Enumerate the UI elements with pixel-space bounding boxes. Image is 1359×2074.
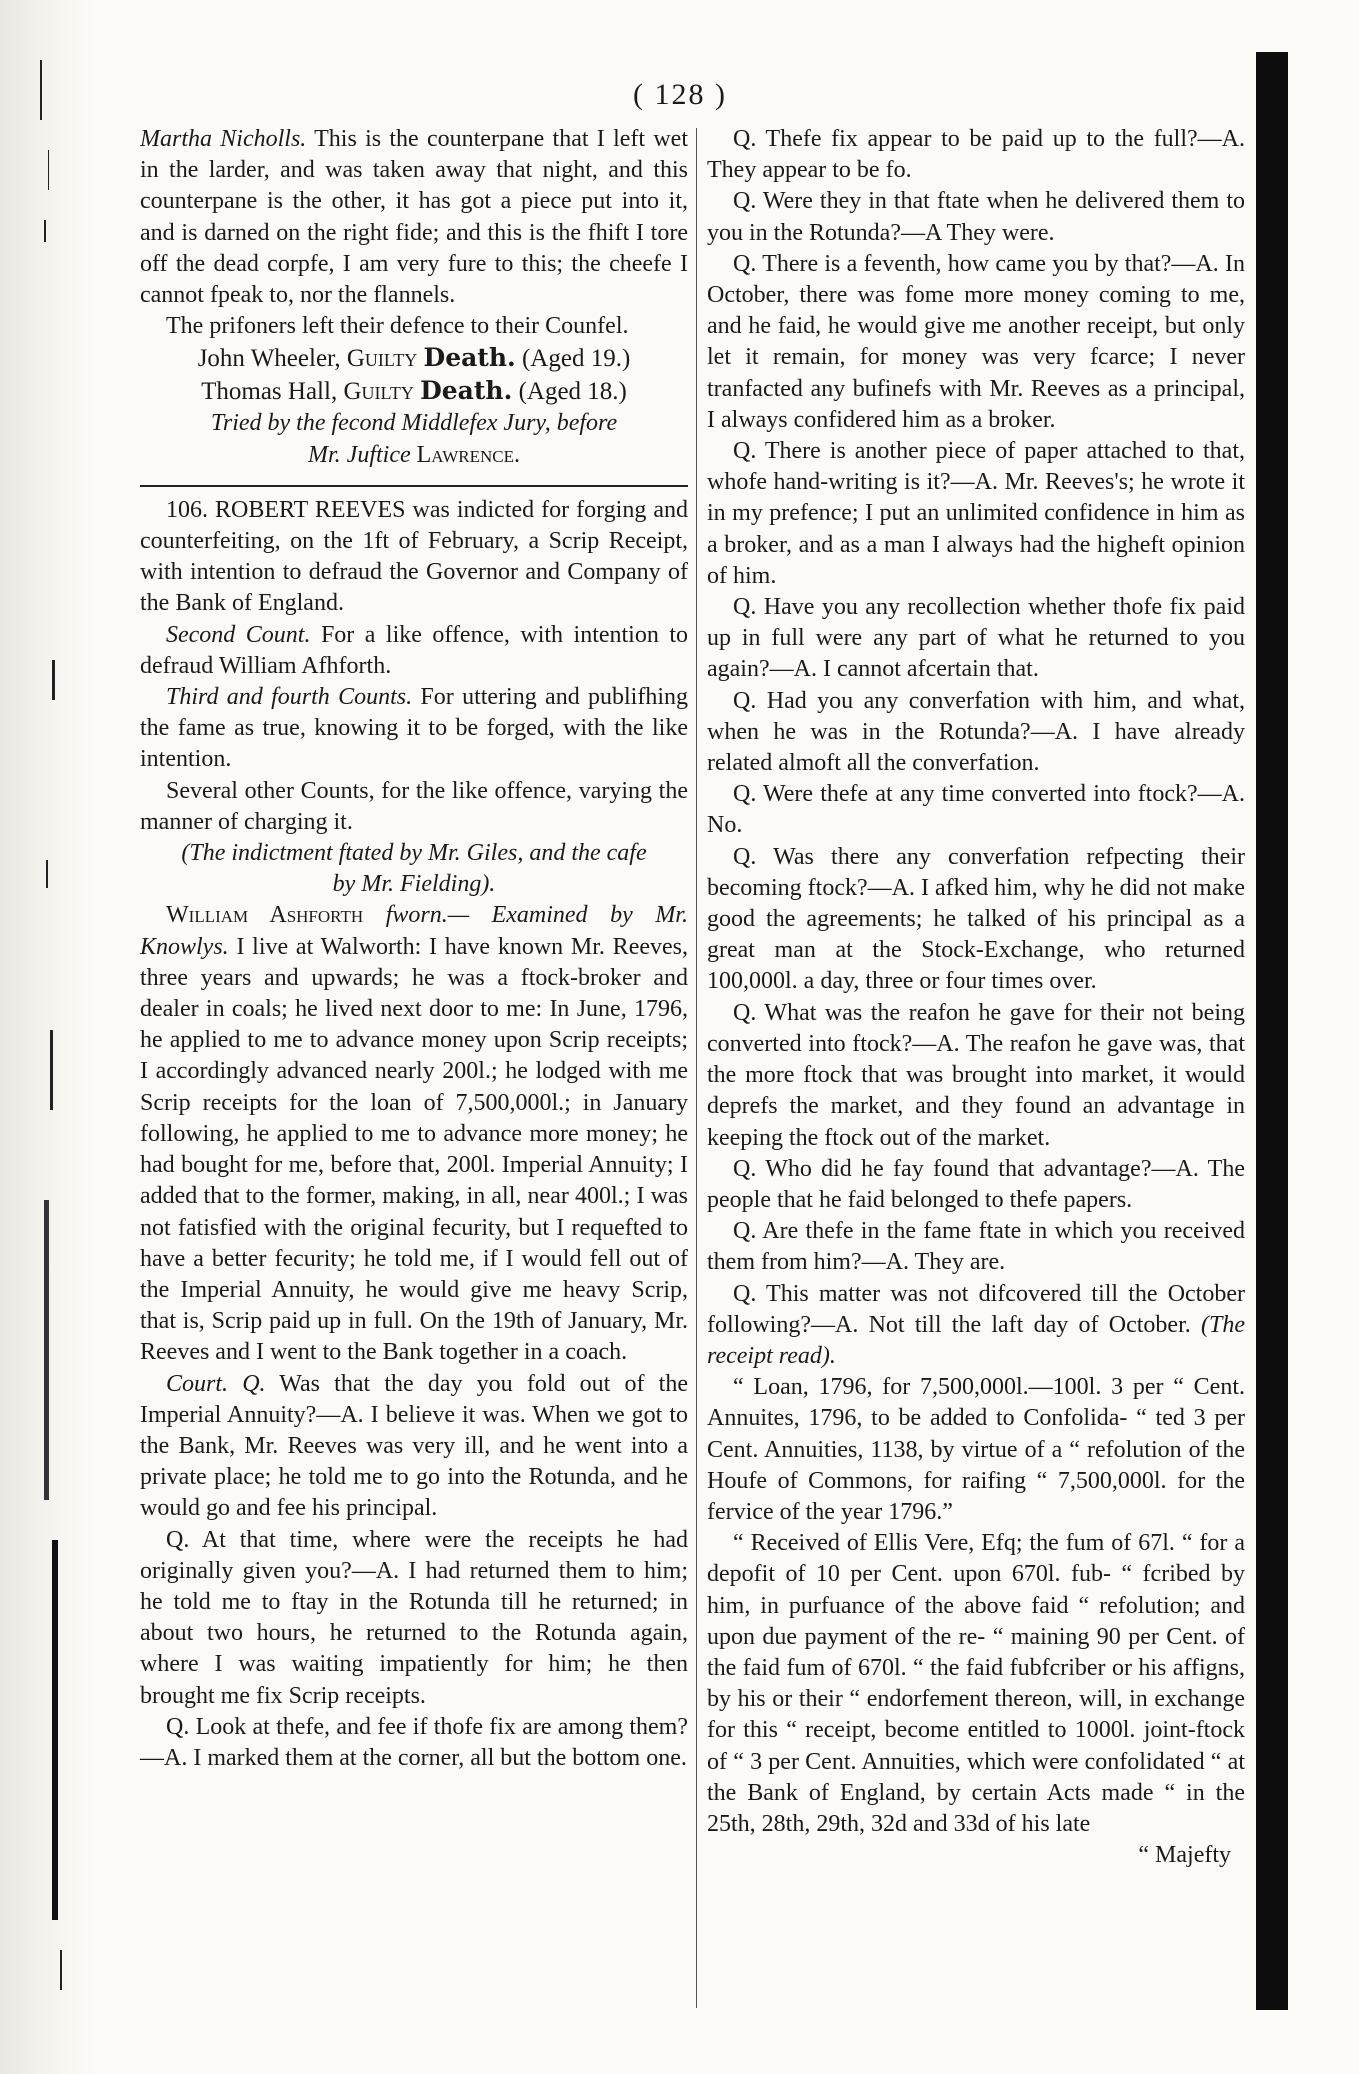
left-column	[140, 124, 688, 1774]
catchword: “ Majefty	[1138, 1842, 1231, 1869]
scan-edge-bar	[1256, 52, 1288, 2010]
question-look: Q. Look at thefe, and fee if thofe fix are among them?—A. I marked them at the corner, all but the bottom one.	[140, 1713, 688, 1771]
verdict-hall: Thomas Hall, Guilty Death. (Aged 18.)	[201, 376, 627, 406]
column-divider	[696, 128, 697, 2008]
verdict-wheeler: John Wheeler, Guilty Death. (Aged 19.)	[197, 343, 631, 373]
testimony-nicholls: Martha Nicholls. This is the counterpane that I left wet in the larder, and was taken away that night, and this counterpane is the other, it has got a piece put into it, and is darned on the right fide; and this is the fhift I tore off the dead corpfe, I am very fure to this; the cheefe I cannot fpeak to, nor the flannels.	[140, 126, 688, 309]
qa-1: Q. Thefe fix appear to be paid up to the full?—A. They appear to be fo.	[707, 126, 1245, 184]
prisoners-defence: The prifoners left their defence to their Counfel.	[166, 313, 629, 340]
jury-note: Tried by the fecond Middlefex Jury, before	[210, 410, 618, 437]
third-fourth-counts: Third and fourth Counts. For uttering and publifhing the fame as true, knowing it to be forged, with the like intention.	[140, 684, 689, 773]
indictment-note-1: (The indictment ftated by Mr. Giles, and the cafe	[181, 840, 647, 867]
qa-7: Q. Were thefe at any time converted into ftock?—A. No.	[707, 781, 1245, 839]
testimony-ashforth: William Ashforth fworn.— Examined by Mr. Knowlys. I live at Walworth: I have known Mr. Reeves, three years and upwards; he was a ftock-broker and dealer in coals; he lived next door to me: In June, 1796, he applied to me to advance money upon Scrip receipts; I accordingly advanced nearly 200l.; he lodged with me Scrip receipts for the loan of 7,500,000l.; in January following, he applied to me to advance more money; he had bought for me, before that, 200l. Imperial Annuity; I added that to the former, making, in all, near 400l.; I was not fatisfied with the original fecurity, but I requefted to have a better fecurity; he told me, if I would fell out of the Imperial Annuity, he would give me heavy Scrip, that is, Scrip paid up in full. On the 19th of January, Mr. Reeves and I went to the Bank together in a coach.	[140, 902, 688, 1366]
case-106-heading: 106. ROBERT REEVES was indicted for forging and counterfeiting, on the 1ft of February, a Scrip Receipt, with intention to defraud the Governor and Company of the Bank of England.	[140, 496, 689, 617]
qa-2: Q. Were they in that ftate when he delivered them to you in the Rotunda?—A They were.	[707, 188, 1245, 246]
other-counts: Several other Counts, for the like offence, varying the manner of charging it.	[140, 777, 688, 835]
qa-3: Q. There is a feventh, how came you by that?—A. In October, there was fome more money coming to me, and he faid, he would give me another receipt, but only let it remain, for money was very fcarce; I never tranfacted any bufinefs with Mr. Reeves as a principal, I always confidered him as a broker.	[707, 250, 1245, 433]
receipt-body: “ Received of Ellis Vere, Efq; the fum of 67l. “ for a depofit of 10 per Cent. upon 670l. fub- “ fcribed by him, in purfuance of the above faid “ refolution; and upon due payment of the re- “ maining 90 per Cent. of the faid fum of 670l. “ the faid fubfcriber or his affigns, by his or their “ endorfement thereon, will, in exchange for this “ receipt, become entitled to 1000l. joint-ftock of “ 3 per Cent. Annuities, which were confolidated “ at the Bank of England, by certain Acts made “ in the 25th, 28th, 29th, 32d and 33d of his late	[707, 1530, 1245, 1837]
qa-11: Q. Are thefe in the fame ftate in which you received them from him?—A. They are.	[707, 1218, 1245, 1276]
qa-6: Q. Had you any converfation with him, and what, when he was in the Rotunda?—A. I have already related almoft all the converfation.	[707, 687, 1245, 777]
qa-8: Q. Was there any converfation refpecting their becoming ftock?—A. I afked him, why he did not make good the agreements; he talked of his principal as a great man at the Stock-Exchange, who returned 100,000l. a day, three or four times over.	[707, 843, 1245, 995]
qa-9: Q. What was the reafon he gave for their not being converted into ftock?—A. The reafon he gave was, that the more ftock that was brought into market, it would deprefs the market, and they found an advantage in keeping the ftock out of the market.	[707, 999, 1245, 1151]
second-count: Second Count. For a like offence, with intention to defraud William Afhforth.	[140, 621, 688, 679]
qa-12: Q. This matter was not difcovered till the October following?—A. Not till the laft day of October. (The receipt read).	[707, 1280, 1245, 1369]
section-rule	[140, 485, 688, 487]
court-question: Court. Q. Was that the day you fold out of the Imperial Annuity?—A. I believe it was. When we got to the Bank, Mr. Reeves was very ill, and he went into a private place; he told me to go into the Rotunda, and he would go and fee his principal.	[140, 1370, 688, 1522]
right-column	[707, 124, 1245, 1871]
qa-5: Q. Have you any recollection whether thofe fix paid up in full were any part of what he returned to you again?—A. I cannot afcertain that.	[707, 594, 1245, 683]
question-receipts: Q. At that time, where were the receipts he had originally given you?—A. I had returned them to him; he told me to ftay in the Rotunda till he returned; in about two hours, he returned to the Rotunda again, where I was waiting impatiently for him; he then brought me fix Scrip receipts.	[140, 1526, 688, 1709]
indictment-note-2: by Mr. Fielding).	[332, 871, 496, 898]
qa-4: Q. There is another piece of paper attached to that, whofe hand-writing is it?—A. Mr. Reeves's; he wrote it in my prefence; I put an unlimited confidence in him as a broker, and as a man I always had the higheft opinion of him.	[707, 438, 1245, 589]
receipt-heading: “ Loan, 1796, for 7,500,000l.—100l. 3 per “ Cent. Annuites, 1796, to be added to Confolida- “ ted 3 per Cent. Annuities, 1138, by virtue of a “ refolution of the Houfe of Commons, for raifing “ 7,500,000l. for the fervice of the year 1796.”	[707, 1374, 1245, 1525]
page-binding-edge	[0, 0, 95, 2074]
qa-10: Q. Who did he fay found that advantage?—A. The people that he faid belonged to thefe papers.	[707, 1155, 1245, 1213]
judge-note: Mr. Juftice Lawrence.	[308, 441, 520, 468]
page-number: ( 128 )	[633, 78, 727, 111]
